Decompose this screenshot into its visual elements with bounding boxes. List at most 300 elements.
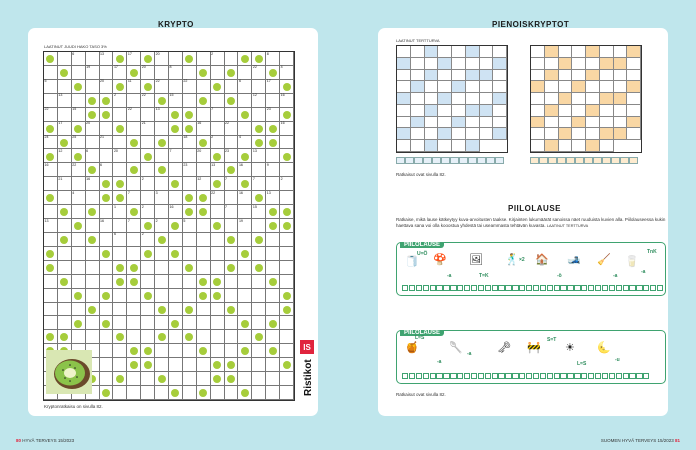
krypto-cell <box>183 149 197 163</box>
krypto-cell <box>100 358 114 372</box>
piilolause-title: PIILOLAUSE <box>508 204 562 213</box>
krypto-cell: 19 <box>86 66 100 80</box>
krypto-cell <box>183 344 197 358</box>
krypto-cell <box>169 330 183 344</box>
krypto-cell: 22 <box>155 80 169 94</box>
krypto-cell <box>183 316 197 330</box>
krypto-cell: 20 <box>197 149 211 163</box>
answer-square <box>566 157 575 164</box>
krypto-cell <box>113 275 127 289</box>
mini-cell <box>614 93 628 105</box>
mini-cell <box>452 140 466 152</box>
answer-square <box>416 373 422 379</box>
krypto-cell <box>211 275 225 289</box>
answer-square <box>574 285 580 291</box>
answer-square <box>602 157 611 164</box>
answer-square <box>636 285 642 291</box>
krypto-cell <box>100 247 114 261</box>
box2-label-4: S=T <box>547 337 557 343</box>
mini-cell <box>397 46 411 58</box>
mini-cell <box>466 117 480 129</box>
mini-cell <box>600 81 614 93</box>
answer-square <box>512 285 518 291</box>
krypto-cell <box>183 372 197 386</box>
answer-square <box>657 285 663 291</box>
krypto-answer-note: Kryptonratkaisu on sivulla 82. <box>44 404 103 409</box>
krypto-cell <box>225 358 239 372</box>
mini-cell <box>531 70 545 82</box>
answer-square <box>464 373 470 379</box>
mini-cell <box>586 46 600 58</box>
krypto-cell <box>252 275 266 289</box>
krypto-cell <box>211 247 225 261</box>
krypto-cell <box>252 52 266 66</box>
krypto-cell <box>127 344 141 358</box>
krypto-cell <box>113 122 127 136</box>
footer-right <box>601 438 680 443</box>
answer-square <box>495 157 504 164</box>
mini-cell <box>438 140 452 152</box>
krypto-cell <box>280 386 294 400</box>
krypto-cell: 22 <box>183 80 197 94</box>
krypto-cell <box>155 358 169 372</box>
answer-square <box>560 285 566 291</box>
krypto-cell: 13 <box>155 108 169 122</box>
krypto-cell <box>72 261 86 275</box>
answer-square <box>492 285 498 291</box>
krypto-cell <box>155 303 169 317</box>
krypto-cell <box>280 52 294 66</box>
krypto-cell <box>127 136 141 150</box>
mini-cell <box>572 93 586 105</box>
krypto-cell: 7 <box>127 191 141 205</box>
mini-cell <box>466 58 480 70</box>
krypto-cell <box>238 247 252 261</box>
answer-square <box>548 157 557 164</box>
krypto-cell <box>86 108 100 122</box>
box2-answer-squares <box>402 373 650 379</box>
mini-cell <box>493 128 507 140</box>
mini-cell <box>572 128 586 140</box>
krypto-cell: 20 <box>100 80 114 94</box>
krypto-cell <box>72 149 86 163</box>
answer-square <box>450 157 459 164</box>
answer-square <box>457 285 463 291</box>
krypto-cell <box>141 386 155 400</box>
mini-cell <box>438 58 452 70</box>
honeycomb-icon: 🍯 <box>405 342 419 354</box>
krypto-cell <box>197 219 211 233</box>
answer-square <box>430 285 436 291</box>
mini-cell <box>425 128 439 140</box>
mini-cell <box>600 128 614 140</box>
answer-square <box>519 285 525 291</box>
krypto-cell <box>169 247 183 261</box>
krypto-cell <box>72 316 86 330</box>
mini-cell <box>480 81 494 93</box>
krypto-cell <box>266 136 280 150</box>
answer-square <box>441 157 450 164</box>
krypto-cell <box>197 191 211 205</box>
piilolause-instructions <box>396 217 668 229</box>
krypto-cell <box>183 52 197 66</box>
krypto-cell <box>225 289 239 303</box>
krypto-cell <box>252 136 266 150</box>
mini-cell <box>397 81 411 93</box>
krypto-cell <box>113 316 127 330</box>
answer-square <box>533 373 539 379</box>
box1-label-1: U=Ö <box>417 251 428 257</box>
krypto-cell: 6 <box>86 149 100 163</box>
krypto-cell: 15 <box>169 94 183 108</box>
mini-cell <box>411 81 425 93</box>
krypto-cell <box>225 330 239 344</box>
krypto-cell <box>113 108 127 122</box>
krypto-cell <box>225 108 239 122</box>
krypto-cell <box>169 177 183 191</box>
krypto-cell <box>266 372 280 386</box>
answer-square <box>485 285 491 291</box>
krypto-cell <box>86 330 100 344</box>
brand-logo <box>300 340 314 398</box>
mini-cell <box>586 70 600 82</box>
answer-square <box>540 373 546 379</box>
piilolause-author: LAATINUT TERTTURVA <box>546 223 589 228</box>
krypto-cell <box>183 177 197 191</box>
krypto-cell: 17 <box>266 80 280 94</box>
box2-label-5: L=S <box>577 361 587 367</box>
krypto-grid <box>43 51 295 401</box>
krypto-cell: 16 <box>280 94 294 108</box>
answer-square <box>450 373 456 379</box>
krypto-cell <box>58 136 72 150</box>
krypto-cell <box>252 80 266 94</box>
krypto-cell: 13 <box>266 191 280 205</box>
krypto-cell <box>183 275 197 289</box>
mini-cell <box>466 70 480 82</box>
answer-square <box>588 285 594 291</box>
krypto-cell <box>141 289 155 303</box>
krypto-cell <box>225 80 239 94</box>
ski-icon: 🎿 <box>567 254 581 266</box>
krypto-cell <box>86 261 100 275</box>
krypto-cell <box>266 303 280 317</box>
krypto-cell <box>238 275 252 289</box>
krypto-cell <box>266 205 280 219</box>
mini-cell <box>493 70 507 82</box>
krypto-cell <box>197 205 211 219</box>
krypto-cell <box>266 247 280 261</box>
krypto-cell <box>211 177 225 191</box>
krypto-cell <box>100 344 114 358</box>
mini-cell <box>493 46 507 58</box>
piilolause-text: Ratkaise, mikä lause kätkeytyy kuva-arvoitusten taakse. Kirjainten lukumäärät sanoissa näet ruuduista kuvien alla. Piilolauseessa kukin haettava sana voi olla kooostua yhdestä tai useammasta tehtävän kuvasta. <box>396 217 666 228</box>
krypto-cell <box>72 247 86 261</box>
answer-square <box>595 373 601 379</box>
krypto-cell <box>155 163 169 177</box>
sun-icon: ☀ <box>565 342 575 354</box>
answer-square <box>620 157 629 164</box>
mini-cell <box>452 46 466 58</box>
answer-square <box>498 373 504 379</box>
krypto-cell <box>197 344 211 358</box>
answer-square <box>575 157 584 164</box>
answer-square <box>409 373 415 379</box>
krypto-cell: 7 <box>127 219 141 233</box>
krypto-cell <box>58 205 72 219</box>
krypto-cell <box>100 177 114 191</box>
answer-square <box>629 373 635 379</box>
krypto-cell: 2 <box>141 205 155 219</box>
answer-square <box>584 157 593 164</box>
krypto-cell <box>197 289 211 303</box>
krypto-cell <box>155 372 169 386</box>
krypto-cell <box>141 330 155 344</box>
krypto-cell <box>127 149 141 163</box>
mini-cell <box>559 128 573 140</box>
krypto-cell <box>225 191 239 205</box>
krypto-cell <box>225 261 239 275</box>
mini-cell <box>627 105 641 117</box>
krypto-cell: 2 <box>141 233 155 247</box>
krypto-cell <box>100 191 114 205</box>
krypto-cell: 13 <box>44 219 58 233</box>
kiwi-image <box>46 350 92 394</box>
krypto-cell <box>169 219 183 233</box>
krypto-cell <box>141 275 155 289</box>
krypto-cell <box>72 94 86 108</box>
krypto-cell <box>252 316 266 330</box>
glass-icon: 🥛 <box>625 256 639 268</box>
mini-cell <box>531 93 545 105</box>
answer-square <box>492 373 498 379</box>
krypto-cell <box>197 372 211 386</box>
answer-square <box>416 285 422 291</box>
krypto-cell <box>169 386 183 400</box>
krypto-cell <box>58 163 72 177</box>
mini-cell <box>411 140 425 152</box>
krypto-cell: 16 <box>197 122 211 136</box>
krypto-cell <box>169 372 183 386</box>
mini-answer-row-left <box>396 157 504 165</box>
krypto-cell <box>72 122 86 136</box>
mini-cell <box>572 140 586 152</box>
krypto-cell <box>141 163 155 177</box>
krypto-cell <box>100 316 114 330</box>
piilolause-box-2 <box>396 330 666 384</box>
krypto-cell <box>252 247 266 261</box>
krypto-cell: 8 <box>266 52 280 66</box>
mini-cell <box>586 140 600 152</box>
piilolause-box-1 <box>396 242 666 296</box>
krypto-cell <box>155 289 169 303</box>
krypto-cell <box>280 80 294 94</box>
mini-cell <box>545 93 559 105</box>
krypto-cell <box>141 219 155 233</box>
krypto-cell: 18 <box>183 136 197 150</box>
krypto-cell <box>238 52 252 66</box>
krypto-cell <box>225 163 239 177</box>
krypto-cell <box>44 149 58 163</box>
krypto-cell <box>169 275 183 289</box>
krypto-cell <box>169 316 183 330</box>
answer-square <box>611 157 620 164</box>
krypto-cell <box>183 66 197 80</box>
box1-label-6: -ö <box>557 273 562 279</box>
krypto-cell <box>100 66 114 80</box>
krypto-cell <box>58 219 72 233</box>
krypto-cell <box>252 358 266 372</box>
krypto-cell <box>266 94 280 108</box>
mini-cell <box>493 81 507 93</box>
moon-icon: 🌜 <box>597 342 611 354</box>
krypto-cell <box>197 80 211 94</box>
krypto-cell <box>155 149 169 163</box>
krypto-cell <box>266 149 280 163</box>
krypto-cell <box>169 233 183 247</box>
mini-cell <box>559 105 573 117</box>
krypto-cell: 20 <box>86 122 100 136</box>
mini-cell <box>452 81 466 93</box>
mini-cell <box>480 105 494 117</box>
krypto-cell <box>211 386 225 400</box>
krypto-cell <box>58 191 72 205</box>
krypto-cell: 23 <box>225 149 239 163</box>
krypto-cell <box>155 205 169 219</box>
krypto-cell <box>127 358 141 372</box>
mini-cell <box>411 117 425 129</box>
mini-cell <box>627 46 641 58</box>
krypto-cell <box>44 205 58 219</box>
mini-cell <box>572 117 586 129</box>
mini-cell <box>572 46 586 58</box>
krypto-cell <box>238 177 252 191</box>
krypto-cell <box>280 163 294 177</box>
krypto-cell <box>183 358 197 372</box>
krypto-cell <box>197 233 211 247</box>
krypto-cell <box>238 122 252 136</box>
krypto-cell <box>280 219 294 233</box>
mini-cell <box>425 105 439 117</box>
krypto-cell <box>183 122 197 136</box>
mini-cell <box>397 128 411 140</box>
krypto-cell <box>58 289 72 303</box>
answer-square <box>623 373 629 379</box>
krypto-cell <box>58 247 72 261</box>
krypto-cell <box>100 122 114 136</box>
mini-cell <box>493 93 507 105</box>
krypto-cell <box>169 163 183 177</box>
krypto-cell: 22 <box>127 108 141 122</box>
krypto-cell <box>155 386 169 400</box>
krypto-cell: 8 <box>169 66 183 80</box>
mini-cell <box>480 46 494 58</box>
krypto-cell: 6 <box>100 163 114 177</box>
krypto-cell <box>141 303 155 317</box>
answer-square <box>526 285 532 291</box>
mini-answer-row-right <box>530 157 638 165</box>
krypto-cell <box>155 122 169 136</box>
mini-cell <box>411 105 425 117</box>
krypto-cell <box>100 233 114 247</box>
mini-cell <box>545 70 559 82</box>
krypto-cell <box>211 219 225 233</box>
krypto-cell <box>280 261 294 275</box>
krypto-cell <box>225 386 239 400</box>
krypto-cell <box>197 136 211 150</box>
mini-cell <box>600 117 614 129</box>
krypto-cell <box>155 344 169 358</box>
box1-label-7: -a <box>613 273 618 279</box>
krypto-cell <box>183 386 197 400</box>
krypto-cell <box>127 386 141 400</box>
mini-cell <box>572 58 586 70</box>
mini-cell <box>480 128 494 140</box>
spatula-icon: 🥄 <box>449 342 463 354</box>
pienoiskryptot-subtitle: LAATINUT TERTTURVA <box>396 38 440 43</box>
answer-square <box>505 285 511 291</box>
krypto-cell <box>155 94 169 108</box>
mini-cell <box>627 58 641 70</box>
krypto-cell <box>72 177 86 191</box>
answer-square <box>405 157 414 164</box>
answer-square <box>588 373 594 379</box>
krypto-cell <box>72 66 86 80</box>
mini-cell <box>425 117 439 129</box>
krypto-cell: 15 <box>252 205 266 219</box>
fence-icon: 🚧 <box>527 342 541 354</box>
mini-cell <box>425 93 439 105</box>
krypto-cell <box>197 163 211 177</box>
krypto-cell: 13 <box>58 94 72 108</box>
krypto-cell <box>44 330 58 344</box>
krypto-cell <box>44 191 58 205</box>
piilolause-box-2-title: PIILOLAUSE <box>400 330 444 336</box>
piilolause-answer-note: Ratkaisut ovat sivulla 82. <box>396 392 446 397</box>
krypto-cell <box>211 122 225 136</box>
answer-square <box>567 373 573 379</box>
mini-cell <box>452 128 466 140</box>
krypto-cell <box>197 247 211 261</box>
krypto-cell: 16 <box>280 122 294 136</box>
answer-square <box>430 373 436 379</box>
krypto-cell <box>58 303 72 317</box>
mini-cell <box>397 140 411 152</box>
mini-cell <box>627 117 641 129</box>
krypto-cell: 5 <box>44 80 58 94</box>
krypto-subtitle: LAATINUT JUUDI HAKO TASO 3% <box>44 44 107 49</box>
answer-square <box>643 373 649 379</box>
krypto-cell <box>58 275 72 289</box>
mini-cell <box>411 58 425 70</box>
krypto-cell <box>44 316 58 330</box>
krypto-cell <box>280 108 294 122</box>
mini-cell <box>559 70 573 82</box>
krypto-cell <box>141 247 155 261</box>
krypto-cell <box>238 94 252 108</box>
answer-square <box>457 373 463 379</box>
krypto-cell: 7 <box>211 108 225 122</box>
krypto-cell <box>238 316 252 330</box>
krypto-cell <box>141 344 155 358</box>
answer-square <box>414 157 423 164</box>
krypto-cell <box>127 233 141 247</box>
krypto-cell <box>252 303 266 317</box>
mini-cell <box>586 58 600 70</box>
krypto-cell: 2 <box>113 94 127 108</box>
mini-cell <box>531 58 545 70</box>
krypto-cell <box>252 191 266 205</box>
